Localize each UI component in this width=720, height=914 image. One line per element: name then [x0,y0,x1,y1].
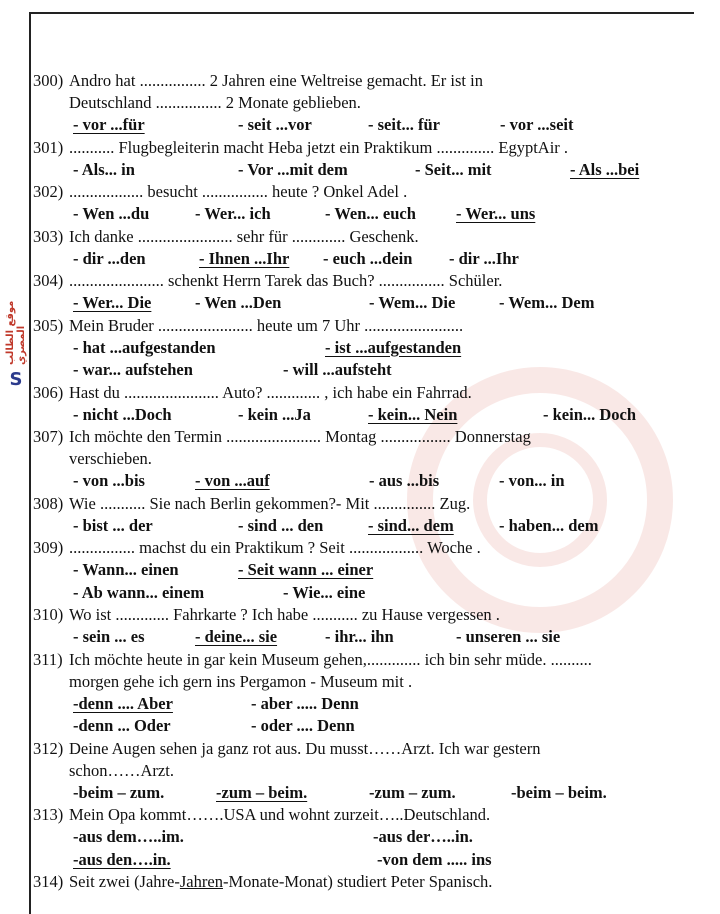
question-text: Deine Augen sehen ja ganz rot aus. Du musst……Arzt. Ich war gestern [69,738,541,758]
question-text: Mein Opa kommt…….USA und wohnt zurzeit…..Deutschland. [69,805,491,824]
option-correct[interactable]: - Seit wann ... einer [238,560,374,579]
exercise-list [33,70,693,893]
question-number: 303) [33,226,64,246]
option[interactable]: - bist ... der [73,515,153,535]
option[interactable]: - nicht ...Doch [73,404,172,424]
options-row [33,715,693,738]
option[interactable]: - Wem... Die [369,293,456,312]
question-310 [33,604,693,626]
question-text: Andro hat ................ 2 Jahren eine Weltreise gemacht. Er ist in [69,71,483,90]
question-text: Ich möchte heute in gar kein Museum gehen,............. ich bin sehr müde. .......... [69,649,592,669]
options-row [33,404,693,427]
option[interactable]: - Als... in [73,159,135,179]
options-row [33,159,693,182]
option-correct[interactable]: -denn .... Aber [73,693,173,713]
option[interactable]: -beim – zum. [73,782,165,802]
options-row [33,826,693,849]
question-number: 310) [33,605,64,624]
options-row [33,782,693,805]
question-number: 311) [33,649,63,669]
options-row [33,470,693,493]
question-312 [33,738,693,782]
option[interactable]: - Wem... Dem [499,293,595,312]
question-number: 313) [33,805,64,824]
option[interactable]: - oder .... Denn [251,716,355,735]
option[interactable]: -denn ... Oder [73,716,171,735]
options-row [33,114,693,137]
option-correct[interactable]: - Wer... uns [456,204,536,223]
logo-text: موقع الطالب المصري [5,300,27,365]
question-302 [33,181,693,203]
question-text: Deutschland ................ 2 Monate geblieben. [69,93,361,112]
question-number: 309) [33,538,64,557]
question-number: 314) [33,872,64,891]
question-number: 302) [33,182,64,201]
option[interactable]: -beim – beim. [511,782,607,802]
question-307 [33,426,693,470]
question-text: Mein Bruder ....................... heute um 7 Uhr ........................ [69,315,464,335]
question-number: 308) [33,493,64,513]
question-text-part: -Monate-Monat) studiert Peter Spanisch. [222,872,493,891]
option[interactable]: - war... aufstehen [73,360,193,379]
option[interactable]: - vor ...seit [500,115,574,134]
option-correct[interactable]: -aus den….in. [73,849,171,869]
answer-underlined: Jahren [179,872,223,891]
option[interactable]: - aus ...bis [369,471,440,490]
question-text [69,871,693,893]
option[interactable]: - Wann... einen [73,560,179,579]
question-number: 300) [33,71,64,90]
option-correct[interactable]: - ist ...aufgestanden [325,337,462,357]
option[interactable]: - Seit... mit [415,159,492,179]
option[interactable]: - dir ...Ihr [449,248,519,268]
option[interactable]: - unseren ... sie [456,627,561,646]
question-text: Wie ........... Sie nach Berlin gekommen?- Mit ............... Zug. [69,493,471,513]
question-308 [33,493,693,515]
options-row [33,515,693,538]
options-row [33,359,693,382]
option[interactable]: - kein... Doch [543,404,637,424]
question-number: 304) [33,271,64,290]
question-text: verschieben. [69,449,152,468]
question-304 [33,270,693,292]
question-text: Hast du ....................... Auto? ............. , ich habe ein Fahrrad. [69,382,472,402]
option-correct[interactable]: - sind... dem [368,515,454,535]
option[interactable]: - will ...aufsteht [283,360,392,379]
options-row [33,248,693,271]
option[interactable]: - Wie... eine [283,582,366,602]
question-text: ....................... schenkt Herrn Tarek das Buch? ................ Schüler. [69,271,503,290]
option[interactable]: - seit... für [368,115,440,134]
option[interactable]: - hat ...aufgestanden [73,337,216,357]
question-311 [33,649,693,693]
option[interactable]: -aus der…..in. [373,827,473,846]
option[interactable]: - ihr... ihn [325,627,394,646]
question-number: 301) [33,137,64,157]
option[interactable]: - Wen ...du [73,204,150,223]
option-correct[interactable]: - von ...auf [195,471,270,490]
question-text: ........... Flugbegleiterin macht Heba jetzt ein Praktikum .............. EgyptAir . [69,137,569,157]
question-text: ................ machst du ein Praktikum ? Seit .................. Woche . [69,538,481,557]
question-text: .................. besucht ................ heute ? Onkel Adel . [69,182,408,201]
option[interactable]: -aus dem…..im. [73,827,184,846]
option-correct[interactable]: - deine... sie [195,627,278,646]
option[interactable]: - seit ...vor [238,115,312,134]
option-correct[interactable]: - vor ...für [73,115,145,134]
question-300 [33,70,693,114]
question-text: Wo ist ............. Fahrkarte ? Ich habe ........... zu Hause vergessen . [69,605,500,624]
options-row [33,626,693,649]
option[interactable]: - euch ...dein [323,248,413,268]
option[interactable]: - sein ... es [73,627,145,646]
question-number: 307) [33,427,64,446]
site-logo [4,262,28,390]
options-row [33,582,693,605]
question-314 [33,871,693,893]
option[interactable]: - Vor ...mit dem [238,159,348,179]
question-303 [33,226,693,248]
option[interactable]: - dir ...den [73,248,146,268]
options-row [33,559,693,582]
options-row [33,849,693,872]
option[interactable]: - sind ... den [238,515,324,535]
question-text: Ich möchte den Termin ....................... Montag ................. Donnerstag [69,427,531,446]
option-correct[interactable]: - Wer... Die [73,293,152,312]
options-row [33,203,693,226]
question-301 [33,137,693,159]
option[interactable]: - haben... dem [499,515,599,535]
option[interactable]: - Ab wann... einem [73,582,205,602]
option-correct[interactable]: - Ihnen ...Ihr [199,248,290,268]
logo-mark: S [9,369,23,390]
option-correct[interactable]: - Als ...bei [570,159,640,179]
option[interactable]: - von... in [499,471,565,490]
question-text: Ich danke ....................... sehr für ............. Geschenk. [69,226,419,246]
question-number: 312) [33,738,64,758]
question-text: morgen gehe ich gern ins Pergamon - Museum mit . [69,671,413,691]
option[interactable]: - Wen... euch [325,204,416,223]
options-row [33,337,693,360]
option[interactable]: - Wen ...Den [195,293,282,312]
question-305 [33,315,693,337]
option[interactable]: -zum – zum. [369,782,456,802]
question-number: 306) [33,382,64,402]
option[interactable]: - aber ..... Denn [251,693,359,713]
question-306 [33,382,693,404]
option[interactable]: - Wer... ich [195,204,271,223]
question-text-part: Seit zwei (Jahre- [69,872,180,891]
question-309 [33,537,693,559]
question-number: 305) [33,315,64,335]
question-313 [33,804,693,826]
options-row [33,292,693,315]
question-text: schon……Arzt. [69,760,174,780]
option[interactable]: - von ...bis [73,471,145,490]
options-row [33,693,693,716]
option[interactable]: - kein ...Ja [238,404,311,424]
option-correct[interactable]: -zum – beim. [216,782,308,802]
option-correct[interactable]: - kein... Nein [368,404,458,424]
option[interactable]: -von dem ..... ins [377,849,492,869]
